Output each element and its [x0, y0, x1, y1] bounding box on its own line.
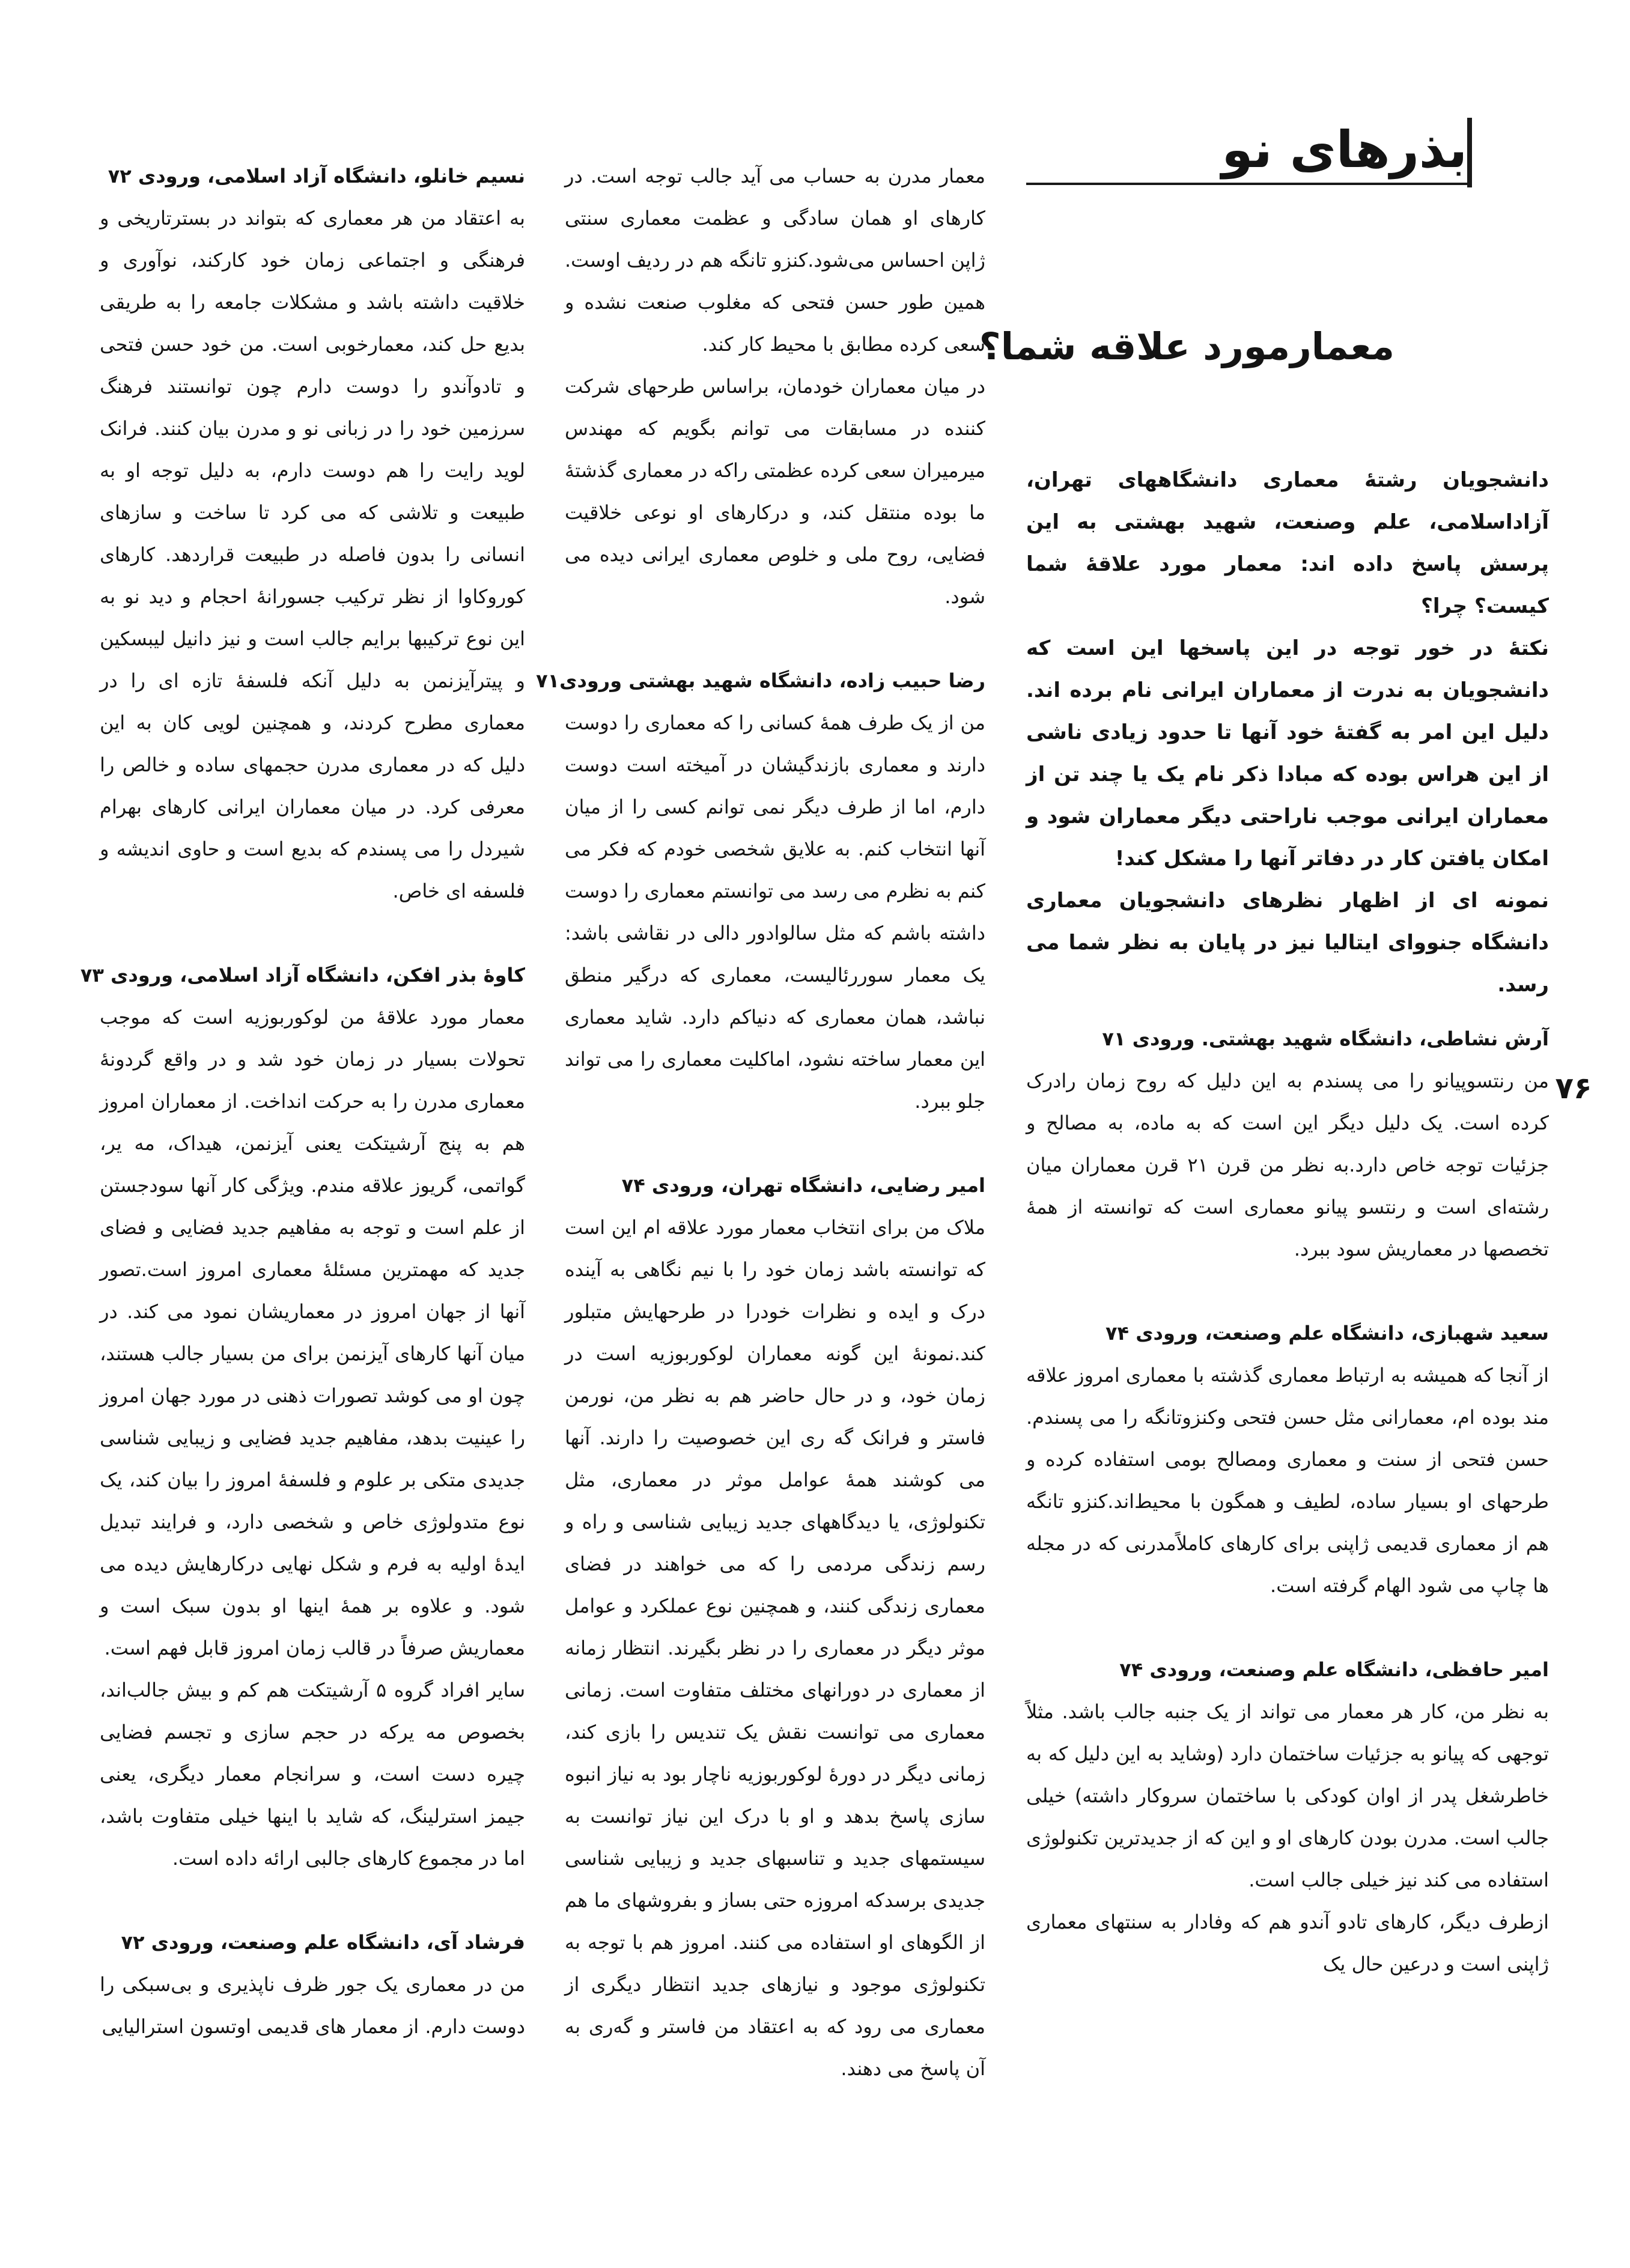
spacer — [100, 1879, 525, 1921]
response-text: ازطرف دیگر، کارهای تادو آندو هم که وفادار به سنتهای معماری ژاپنی است و درعین حال یک — [1026, 1911, 1549, 1975]
intro-block — [1026, 459, 1549, 1006]
response-heading: رضا حبیب زاده، دانشگاه شهید بهشتی ورودی۷۱ — [536, 669, 985, 692]
response-text: من در معماری یک جور ظرف ناپذیری و بی‌سبکی را دوست دارم. از معمار های قدیمی اوتسون استرالیایی — [100, 1973, 525, 2038]
header-rule — [1026, 183, 1472, 185]
header-vertical-bar — [1467, 118, 1472, 187]
response-heading: نسیم خانلو، دانشگاه آزاد اسلامی، ورودی ۷۲ — [108, 165, 525, 187]
response-text: من از یک طرف همهٔ کسانی را که معماری را دوست دارند و معماری بازندگیشان در آمیخته است دوست دارم، اما از طرف دیگر نمی توانم کسی را از میان آنها انتخاب کنم. به علایق شخصی خودم که فکر می کنم به نظرم می رسد می توانستم معماری را دوست داشته باشم که مثل سالوادور دالی در نقاشی باشد: یک معمار سوررئالیست، معماری که درگیر منطق نباشد، همان معماری که دنیاکم دارد. شاید معماری این معمار ساخته نشود، اماکلیت معماری را می تواند جلو ببرد. — [565, 711, 985, 1113]
response-heading: سعید شهبازی، دانشگاه علم وصنعت، ورودی ۷۴ — [1105, 1322, 1549, 1345]
intro-paragraph: نکتهٔ در خور توجه در این پاسخها این است که دانشجویان به ندرت از معماران ایرانی نام برده اند. دلیل این امر به گفتهٔ خود آنها تا حدود زیادی ناشی از این هراس بوده که مبادا ذکر نام یک یا چند تن از معماران ایرانی موجب ناراحتی دیگر معماران شود و امکان یافتن کار در دفاتر آنها را مشکل کند! — [1026, 636, 1549, 871]
spacer — [565, 618, 985, 660]
article-title: معمارمورد علاقه شما؟ — [979, 324, 1394, 368]
section-title: بذرهای نو — [1221, 120, 1467, 179]
page-number: ۷۶ — [1555, 1071, 1592, 1105]
right-column-responses — [1026, 1018, 1549, 1985]
response-text: معمار مورد علاقهٔ من لوکوربوزیه است که موجب تحولات بسیار در زمان خود شد و در واقع گردونهٔ معماری مدرن را به حرکت انداخت. از معماران امروز هم به پنج آرشیتکت یعنی آیزنمن، هیداک، مه یر، گواتمی، گریوز علاقه مندم. ویژگی کار آنها سودجستن از علم است و توجه به مفاهیم جدید فضایی و فضای جدید که مهمترین مسئلهٔ معماری امروز است.تصور آنها از جهان امروز در معماریشان نمود می کند. در میان آنها کارهای آیزنمن برای من بسیار جالب هستند، چون او می کوشد تصورات ذهنی در مورد جهان امروز را عینیت بدهد، مفاهیم جدید فضایی و زیبایی شناسی جدیدی متکی بر علوم و فلسفهٔ امروز را بیان کند، یک نوع متدولوژی خاص و شخصی دارد، و فرایند تبدیل ایدهٔ اولیه به فرم و شکل نهایی درکارهایش دیده می شود. و علاوه بر همهٔ اینها او بدون سبک است و معماریش صرفاً در قالب زمان امروز قابل فهم است. — [100, 1006, 525, 1659]
response-text: به نظر من، کار هر معمار می تواند از یک جنبه جالب باشد. مثلاً توجهی که پیانو به جزئیات ساختمان دارد (وشاید به این دلیل که به خاطرشغل پدر از اوان کودکی با ساختمان سروکار داشته) خیلی جالب است. مدرن بودن کارهای او و این که از جدیدترین تکنولوژی استفاده می کند نیز خیلی جالب است. — [1026, 1700, 1549, 1891]
response-heading: آرش نشاطی، دانشگاه شهید بهشتی. ورودی ۷۱ — [1102, 1027, 1549, 1050]
response-text: در میان معماران خودمان، براساس طرحهای شرکت کننده در مسابقات می توانم بگویم که مهندس میرمیران سعی کرده عظمتی راکه در معماری گذشتهٔ ما بوده منتقل کند، و درکارهای او نوعی خلاقیت فضایی، روح ملی و خلوص معماری ایرانی دیده می شود. — [565, 375, 985, 608]
intro-paragraph: نمونه ای از اظهار نظرهای دانشجویان معماری دانشگاه جنووای ایتالیا نیز در پایان به نظر شما می رسد. — [1026, 889, 1549, 997]
spacer — [1026, 1270, 1549, 1312]
spacer — [100, 912, 525, 954]
response-text: سایر افراد گروه ۵ آرشیتکت هم کم و بیش جالب‌اند، بخصوص مه یرکه در حجم سازی و تجسم فضایی چیره دست است، و سرانجام معمار دیگری، یعنی جیمز استرلینگ، که شاید با اینها خیلی متفاوت باشد، اما در مجموع کارهای جالبی ارائه داده است. — [100, 1679, 526, 1870]
response-text: به اعتقاد من هر معماری که بتواند در بسترتاریخی و فرهنگی و اجتماعی زمان خود کارکند، نوآوری و خلاقیت داشته باشد و مشکلات جامعه را به طریقی بدیع حل کند، معمارخوبی است. من خود حسن فتحی و تادوآندو را دوست دارم چون توانستند فرهنگ سرزمین خود را در زبانی نو و مدرن بیان کنند. فرانک لوید رایت را هم دوست دارم، به دلیل توجه او به طبیعت و تلاشی که می کرد تا ساخت و سازهای انسانی را بدون فاصله در طبیعت قراردهد. کارهای کوروکاوا از نظر ترکیب جسورانهٔ احجام و دید نو به این نوع ترکیبها برایم جالب است و نیز دانیل لیبسکین و پیترآیزنمن به دلیل آنکه فلسفهٔ تازه ای را در معماری مطرح کردند، و همچنین لویی کان به این دلیل که در معماری مدرن حجمهای ساده و خالص را معرفی کرد. در میان معماران ایرانی کارهای بهرام شیردل را می پسندم که بدیع است و حاوی اندیشه و فلسفه ای خاص. — [100, 207, 525, 902]
response-heading: امیر رضایی، دانشگاه تهران، ورودی ۷۴ — [621, 1174, 985, 1197]
response-heading: امیر حافظی، دانشگاه علم وصنعت، ورودی ۷۴ — [1119, 1658, 1549, 1681]
middle-column — [536, 155, 985, 2090]
response-text: ملاک من برای انتخاب معمار مورد علاقه ام این است که توانسته باشد زمان خود را با نیم نگاهی به آینده درک و ایده و نظرات خودرا در طرحهایش متبلور کند.نمونهٔ این گونه معماران لوکوربوزیه است در زمان خود، و در حال حاضر هم به نظر من، نورمن فاستر و فرانک گه ری این خصوصیت را دارند. آنها می کوشند همهٔ عوامل موثر در معماری، مثل تکنولوژی، یا دیدگاههای جدید زیبایی شناسی و راه و رسم زندگی مردمی را که می خواهند در فضای معماری زندگی کنند، و همچنین نوع عملکرد و عوامل موثر دیگر در معماری را در نظر بگیرند. انتظار زمانه از معماری در دورانهای مختلف متفاوت است. زمانی معماری می توانست نقش یک تندیس را بازی کند، زمانی دیگر در دورهٔ لوکوربوزیه ناچار بود به نیاز انبوه سازی پاسخ بدهد و او با درک این نیاز توانست به سیستمهای جدید و تناسبهای جدید و زیبایی شناسی جدیدی برسدکه امروزه حتی بساز و بفروشهای ما هم از الگوهای او استفاده می کنند. امروز هم با توجه به تکنولوژی موجود و نیازهای جدید انتظار دیگری از معماری می رود که به اعتقاد من فاستر و گه‌ری به آن پاسخ می دهند. — [565, 1216, 985, 2080]
response-heading: فرشاد آی، دانشگاه علم وصنعت، ورودی ۷۲ — [121, 1931, 525, 1954]
response-text: از آنجا که همیشه به ارتباط معماری گذشته با معماری امروز علاقه مند بوده ام، معمارانی مثل حسن فتحی وکنزوتانگه را می پسندم. حسن فتحی از سنت و معماری ومصالح بومی استفاده کرده و طرحهای او بسیار ساده، لطیف و همگون با محیط‌اند.کنزو تانگه هم از معماری قدیمی ژاپنی برای کارهای کاملاًمدرنی که در مجله ها چاپ می شود الهام گرفته است. — [1026, 1364, 1549, 1597]
spacer — [1026, 1607, 1549, 1649]
response-text: معمار مدرن به حساب می آید جالب توجه است. در کارهای او همان سادگی و عظمت معماری سنتی ژاپن احساس می‌شود.کنزو تانگه هم در ردیف اوست. همین طور حسن فتحی که مغلوب صنعت نشده و سعی کرده مطابق با محیط کار کند. — [565, 165, 985, 356]
response-text: من رنتسوپیانو را می پسندم به این دلیل که روح زمان رادرک کرده است. یک دلیل دیگر این است که به ماده، به مصالح و جزئیات توجه خاص دارد.به نظر من قرن ۲۱ قرن معماران میان رشته‌ای است و رنتسو پیانو معماری است که توانسته از همهٔ تخصصها در معماریش سود ببرد. — [1026, 1069, 1549, 1260]
intro-paragraph: دانشجویان رشتهٔ معماری دانشگاههای تهران، آزاداسلامی، علم وصنعت، شهید بهشتی به این پرسش پاسخ داده اند: معمار مورد علاقهٔ شما کیست؟ چرا؟ — [1026, 468, 1549, 618]
spacer — [565, 1122, 985, 1164]
response-heading: کاوهٔ بذر افکن، دانشگاه آزاد اسلامی، ورودی ۷۳ — [80, 964, 525, 987]
left-column — [80, 155, 526, 2048]
